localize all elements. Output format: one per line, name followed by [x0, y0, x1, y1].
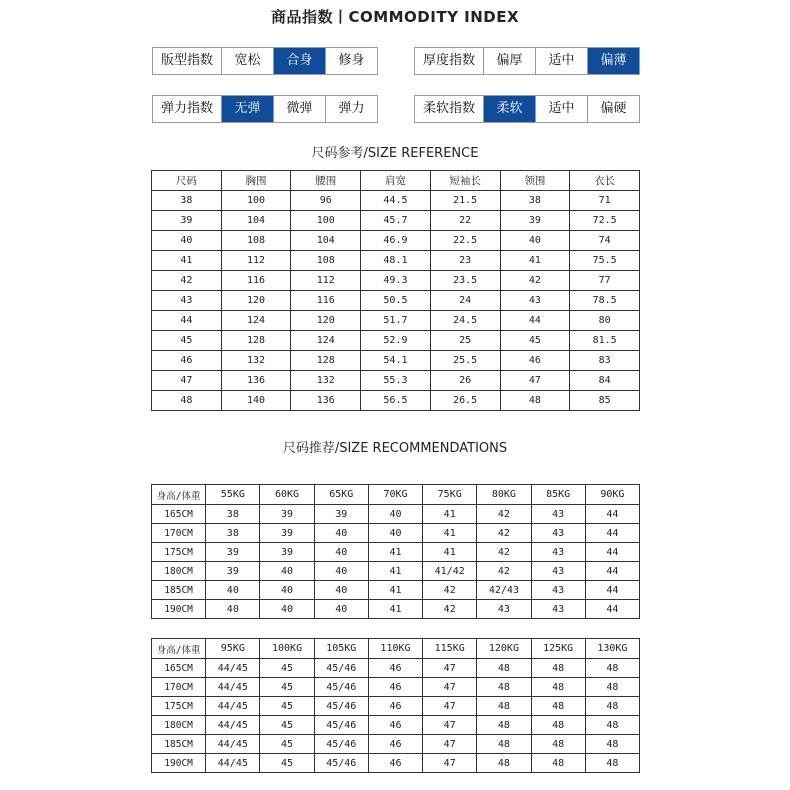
size-cell: 39: [206, 562, 260, 581]
table-cell: 132: [291, 371, 361, 391]
size-cell: 39: [260, 505, 314, 524]
size-cell: 45: [260, 735, 314, 754]
index-option: 弹力: [325, 96, 377, 122]
size-cell: 48: [585, 716, 639, 735]
table-cell: 124: [221, 311, 291, 331]
table-cell: 22: [430, 211, 500, 231]
weight-header: 60KG: [260, 485, 314, 505]
table-row: [152, 505, 640, 524]
size-cell: 45: [260, 678, 314, 697]
size-cell: 41: [368, 600, 422, 619]
table-cell: 21.5: [430, 191, 500, 211]
size-cell: 41: [423, 524, 477, 543]
size-cell: 41: [368, 581, 422, 600]
table-cell: 24.5: [430, 311, 500, 331]
size-cell: 42: [477, 505, 531, 524]
table-cell: 43: [152, 291, 222, 311]
table-cell: 44: [152, 311, 222, 331]
size-cell: 43: [531, 600, 585, 619]
size-cell: 48: [531, 735, 585, 754]
index-option: 偏硬: [587, 96, 639, 122]
size-cell: 40: [368, 524, 422, 543]
table-cell: 45.7: [361, 211, 431, 231]
size-cell: 42/43: [477, 581, 531, 600]
table-row: [152, 251, 640, 271]
weight-header: 75KG: [423, 485, 477, 505]
size-cell: 43: [531, 581, 585, 600]
size-cell: 41: [423, 543, 477, 562]
index-option: 修身: [325, 48, 377, 74]
weight-header: 85KG: [531, 485, 585, 505]
table-cell: 112: [221, 251, 291, 271]
column-header: 肩宽: [361, 171, 431, 191]
size-cell: 40: [260, 600, 314, 619]
table-cell: 96: [291, 191, 361, 211]
column-header: 尺码: [152, 171, 222, 191]
size-cell: 45: [260, 754, 314, 773]
height-cell: 175CM: [152, 543, 206, 562]
index-option: 适中: [535, 48, 587, 74]
table-cell: 52.9: [361, 331, 431, 351]
table-cell: 128: [291, 351, 361, 371]
size-cell: 48: [585, 735, 639, 754]
weight-header: 80KG: [477, 485, 531, 505]
table-cell: 100: [221, 191, 291, 211]
table-cell: 128: [221, 331, 291, 351]
size-cell: 38: [206, 505, 260, 524]
size-cell: 48: [477, 697, 531, 716]
weight-header: 70KG: [368, 485, 422, 505]
index-option: 微弹: [273, 96, 325, 122]
table-cell: 120: [291, 311, 361, 331]
table-cell: 49.3: [361, 271, 431, 291]
table-cell: 80: [570, 311, 640, 331]
weight-header: 90KG: [585, 485, 639, 505]
table-cell: 25.5: [430, 351, 500, 371]
table-cell: 116: [221, 271, 291, 291]
weight-header: 65KG: [314, 485, 368, 505]
size-cell: 40: [314, 600, 368, 619]
table-row: [152, 191, 640, 211]
size-cell: 47: [423, 697, 477, 716]
table-cell: 40: [500, 231, 570, 251]
size-cell: 42: [423, 581, 477, 600]
table-cell: 44: [500, 311, 570, 331]
table-cell: 78.5: [570, 291, 640, 311]
table-cell: 25: [430, 331, 500, 351]
table-cell: 72.5: [570, 211, 640, 231]
size-cell: 44: [585, 524, 639, 543]
height-cell: 170CM: [152, 524, 206, 543]
size-cell: 48: [531, 716, 585, 735]
table-cell: 104: [291, 231, 361, 251]
size-cell: 40: [314, 543, 368, 562]
table-cell: 24: [430, 291, 500, 311]
index-option-selected: 无弹: [221, 96, 273, 122]
table-cell: 23: [430, 251, 500, 271]
index-label: 版型指数: [160, 53, 213, 68]
size-cell: 42: [477, 524, 531, 543]
index-option-selected: 偏薄: [587, 48, 639, 74]
size-cell: 47: [423, 735, 477, 754]
size-cell: 48: [477, 754, 531, 773]
table-cell: 41: [152, 251, 222, 271]
size-cell: 40: [314, 562, 368, 581]
fit-index: [152, 47, 378, 75]
size-cell: 48: [477, 716, 531, 735]
index-option-selected: 柔软: [483, 96, 535, 122]
index-label: 厚度指数: [422, 53, 475, 68]
table-cell: 108: [221, 231, 291, 251]
size-cell: 39: [206, 543, 260, 562]
size-cell: 40: [206, 600, 260, 619]
weight-header: 130KG: [585, 639, 639, 659]
table-cell: 42: [500, 271, 570, 291]
weight-header: 105KG: [314, 639, 368, 659]
size-cell: 44: [585, 581, 639, 600]
table-cell: 45: [152, 331, 222, 351]
table-cell: 136: [221, 371, 291, 391]
weight-header: 120KG: [477, 639, 531, 659]
table-row: [152, 211, 640, 231]
thickness-index: [414, 47, 640, 75]
table-header-row: [152, 485, 640, 505]
weight-header: 125KG: [531, 639, 585, 659]
height-cell: 180CM: [152, 716, 206, 735]
weight-header: 95KG: [206, 639, 260, 659]
size-cell: 41: [423, 505, 477, 524]
size-cell: 45/46: [314, 678, 368, 697]
size-cell: 43: [477, 600, 531, 619]
corner-header: 身高/体重: [152, 485, 206, 505]
size-cell: 45: [260, 697, 314, 716]
index-option-selected: 合身: [273, 48, 325, 74]
table-header-row: [152, 171, 640, 191]
table-cell: 42: [152, 271, 222, 291]
height-cell: 175CM: [152, 697, 206, 716]
size-cell: 40: [314, 581, 368, 600]
table-row: [152, 524, 640, 543]
size-cell: 44/45: [206, 735, 260, 754]
size-cell: 40: [260, 581, 314, 600]
size-cell: 40: [260, 562, 314, 581]
column-header: 衣长: [570, 171, 640, 191]
table-row: [152, 600, 640, 619]
size-reference-table: [151, 170, 640, 411]
page-title: 商品指数丨COMMODITY INDEX: [270, 8, 520, 26]
table-cell: 136: [291, 391, 361, 411]
size-cell: 45: [260, 716, 314, 735]
size-cell: 41/42: [423, 562, 477, 581]
size-cell: 46: [368, 697, 422, 716]
table-row: [152, 678, 640, 697]
table-cell: 77: [570, 271, 640, 291]
size-cell: 48: [585, 754, 639, 773]
size-cell: 48: [531, 697, 585, 716]
size-cell: 48: [477, 659, 531, 678]
table-row: [152, 543, 640, 562]
table-cell: 124: [291, 331, 361, 351]
size-cell: 48: [531, 754, 585, 773]
table-cell: 108: [291, 251, 361, 271]
size-cell: 48: [585, 659, 639, 678]
height-cell: 180CM: [152, 562, 206, 581]
size-cell: 41: [368, 543, 422, 562]
table-cell: 26.5: [430, 391, 500, 411]
table-cell: 120: [221, 291, 291, 311]
size-cell: 42: [423, 600, 477, 619]
table-cell: 48: [152, 391, 222, 411]
table-cell: 43: [500, 291, 570, 311]
index-option: 适中: [535, 96, 587, 122]
weight-header: 55KG: [206, 485, 260, 505]
index-label: 柔软指数: [422, 101, 475, 116]
size-cell: 44/45: [206, 659, 260, 678]
table-cell: 38: [152, 191, 222, 211]
size-cell: 44/45: [206, 716, 260, 735]
table-cell: 44.5: [361, 191, 431, 211]
size-cell: 47: [423, 659, 477, 678]
table-cell: 71: [570, 191, 640, 211]
size-cell: 40: [368, 505, 422, 524]
softness-index: [414, 95, 640, 123]
table-row: [152, 735, 640, 754]
table-cell: 84: [570, 371, 640, 391]
table-cell: 55.3: [361, 371, 431, 391]
size-cell: 47: [423, 716, 477, 735]
size-cell: 45/46: [314, 754, 368, 773]
weight-header: 110KG: [368, 639, 422, 659]
table-cell: 46.9: [361, 231, 431, 251]
size-cell: 44/45: [206, 678, 260, 697]
table-row: [152, 371, 640, 391]
table-cell: 75.5: [570, 251, 640, 271]
table-cell: 112: [291, 271, 361, 291]
size-cell: 39: [260, 524, 314, 543]
size-cell: 46: [368, 735, 422, 754]
table-cell: 104: [221, 211, 291, 231]
size-cell: 38: [206, 524, 260, 543]
size-cell: 44: [585, 562, 639, 581]
column-header: 胸围: [221, 171, 291, 191]
size-cell: 41: [368, 562, 422, 581]
size-cell: 44: [585, 600, 639, 619]
table-cell: 83: [570, 351, 640, 371]
size-cell: 40: [314, 524, 368, 543]
table-row: [152, 271, 640, 291]
table-cell: 46: [152, 351, 222, 371]
size-cell: 42: [477, 562, 531, 581]
table-cell: 47: [500, 371, 570, 391]
height-cell: 190CM: [152, 600, 206, 619]
size-cell: 45/46: [314, 716, 368, 735]
size-cell: 48: [585, 697, 639, 716]
table-row: [152, 659, 640, 678]
table-row: [152, 331, 640, 351]
elasticity-index: [152, 95, 378, 123]
size-cell: 45/46: [314, 659, 368, 678]
table-cell: 48.1: [361, 251, 431, 271]
size-cell: 45/46: [314, 697, 368, 716]
size-cell: 43: [531, 524, 585, 543]
size-recommendation-table-heavy: [151, 638, 640, 773]
table-cell: 39: [152, 211, 222, 231]
table-cell: 41: [500, 251, 570, 271]
height-cell: 185CM: [152, 581, 206, 600]
size-cell: 40: [206, 581, 260, 600]
size-cell: 48: [531, 678, 585, 697]
table-row: [152, 231, 640, 251]
size-recommendation-table-light: [151, 484, 640, 619]
table-cell: 26: [430, 371, 500, 391]
table-row: [152, 581, 640, 600]
index-option: 宽松: [221, 48, 273, 74]
table-row: [152, 562, 640, 581]
size-cell: 48: [477, 735, 531, 754]
weight-header: 115KG: [423, 639, 477, 659]
size-cell: 48: [585, 678, 639, 697]
table-cell: 46: [500, 351, 570, 371]
index-option: 偏厚: [483, 48, 535, 74]
size-cell: 48: [531, 659, 585, 678]
size-cell: 39: [260, 543, 314, 562]
size-cell: 44/45: [206, 754, 260, 773]
size-reference-title: 尺码参考/SIZE REFERENCE: [311, 146, 479, 161]
table-cell: 140: [221, 391, 291, 411]
table-row: [152, 716, 640, 735]
size-cell: 45/46: [314, 735, 368, 754]
size-cell: 46: [368, 754, 422, 773]
size-cell: 47: [423, 754, 477, 773]
size-cell: 46: [368, 716, 422, 735]
column-header: 短袖长: [430, 171, 500, 191]
size-cell: 43: [531, 505, 585, 524]
size-cell: 43: [531, 562, 585, 581]
size-cell: 47: [423, 678, 477, 697]
index-label: 弹力指数: [160, 101, 213, 116]
height-cell: 165CM: [152, 505, 206, 524]
size-cell: 39: [314, 505, 368, 524]
table-cell: 116: [291, 291, 361, 311]
table-cell: 23.5: [430, 271, 500, 291]
table-cell: 50.5: [361, 291, 431, 311]
height-cell: 165CM: [152, 659, 206, 678]
size-cell: 43: [531, 543, 585, 562]
table-cell: 54.1: [361, 351, 431, 371]
height-cell: 170CM: [152, 678, 206, 697]
size-cell: 46: [368, 678, 422, 697]
table-cell: 51.7: [361, 311, 431, 331]
corner-header: 身高/体重: [152, 639, 206, 659]
table-cell: 47: [152, 371, 222, 391]
table-row: [152, 291, 640, 311]
table-cell: 38: [500, 191, 570, 211]
size-cell: 45: [260, 659, 314, 678]
size-cell: 48: [477, 678, 531, 697]
table-cell: 39: [500, 211, 570, 231]
table-row: [152, 391, 640, 411]
height-cell: 190CM: [152, 754, 206, 773]
size-cell: 44: [585, 505, 639, 524]
size-recommendations-title: 尺码推荐/SIZE RECOMMENDATIONS: [282, 441, 508, 456]
size-cell: 46: [368, 659, 422, 678]
weight-header: 100KG: [260, 639, 314, 659]
height-cell: 185CM: [152, 735, 206, 754]
column-header: 腰围: [291, 171, 361, 191]
table-cell: 100: [291, 211, 361, 231]
table-cell: 81.5: [570, 331, 640, 351]
table-row: [152, 697, 640, 716]
table-header-row: [152, 639, 640, 659]
table-cell: 22.5: [430, 231, 500, 251]
table-cell: 85: [570, 391, 640, 411]
table-cell: 45: [500, 331, 570, 351]
table-cell: 132: [221, 351, 291, 371]
table-cell: 40: [152, 231, 222, 251]
table-cell: 56.5: [361, 391, 431, 411]
size-cell: 44/45: [206, 697, 260, 716]
column-header: 领围: [500, 171, 570, 191]
size-cell: 42: [477, 543, 531, 562]
table-row: [152, 351, 640, 371]
size-cell: 44: [585, 543, 639, 562]
table-row: [152, 754, 640, 773]
table-cell: 74: [570, 231, 640, 251]
table-row: [152, 311, 640, 331]
table-cell: 48: [500, 391, 570, 411]
